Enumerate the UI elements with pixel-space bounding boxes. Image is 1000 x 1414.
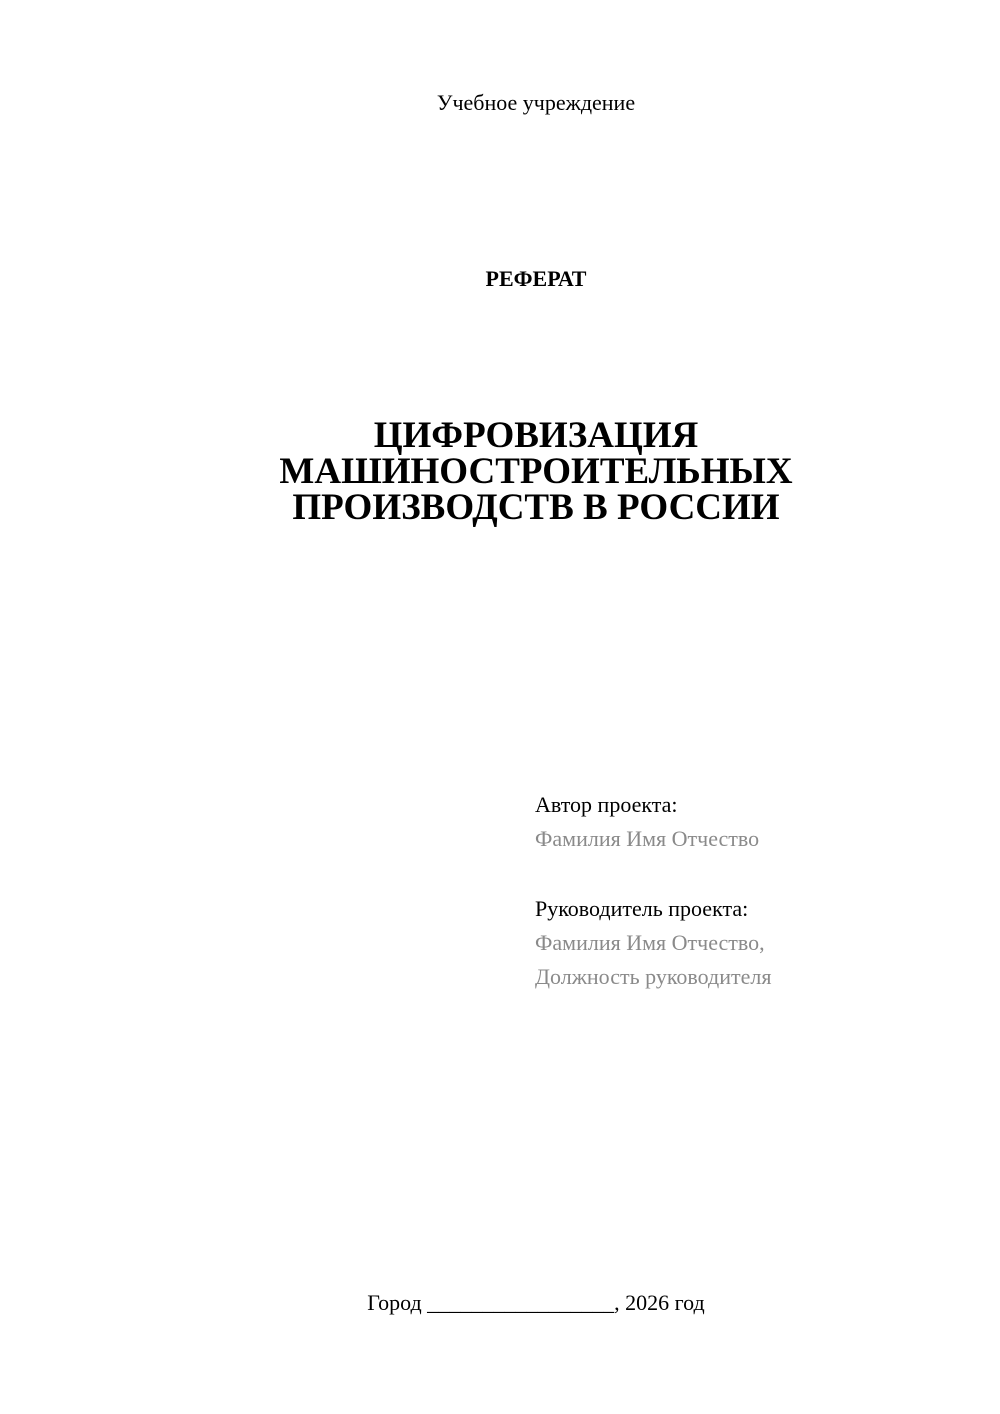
title-line-3: ПРОИЗВОДСТВ В РОССИИ [292, 487, 780, 528]
info-spacer [535, 856, 771, 892]
supervisor-position-placeholder: Должность руководителя [535, 964, 772, 989]
author-name-placeholder: Фамилия Имя Отчество [535, 826, 760, 851]
document-type: РЕФЕРАТ [485, 266, 587, 291]
supervisor-label: Руководитель проекта: [535, 896, 749, 921]
city-year-line: Город _________________, 2026 год [367, 1290, 705, 1315]
project-info-block [535, 788, 771, 994]
document-title [0, 415, 1000, 528]
supervisor-name-placeholder: Фамилия Имя Отчество, [535, 930, 765, 955]
title-line-1: ЦИФРОВИЗАЦИЯ [373, 415, 699, 456]
institution-name: Учебное учреждение [436, 90, 636, 115]
author-label: Автор проекта: [535, 792, 678, 817]
title-line-2: МАШИНОСТРОИТЕЛЬНЫХ [279, 451, 793, 492]
